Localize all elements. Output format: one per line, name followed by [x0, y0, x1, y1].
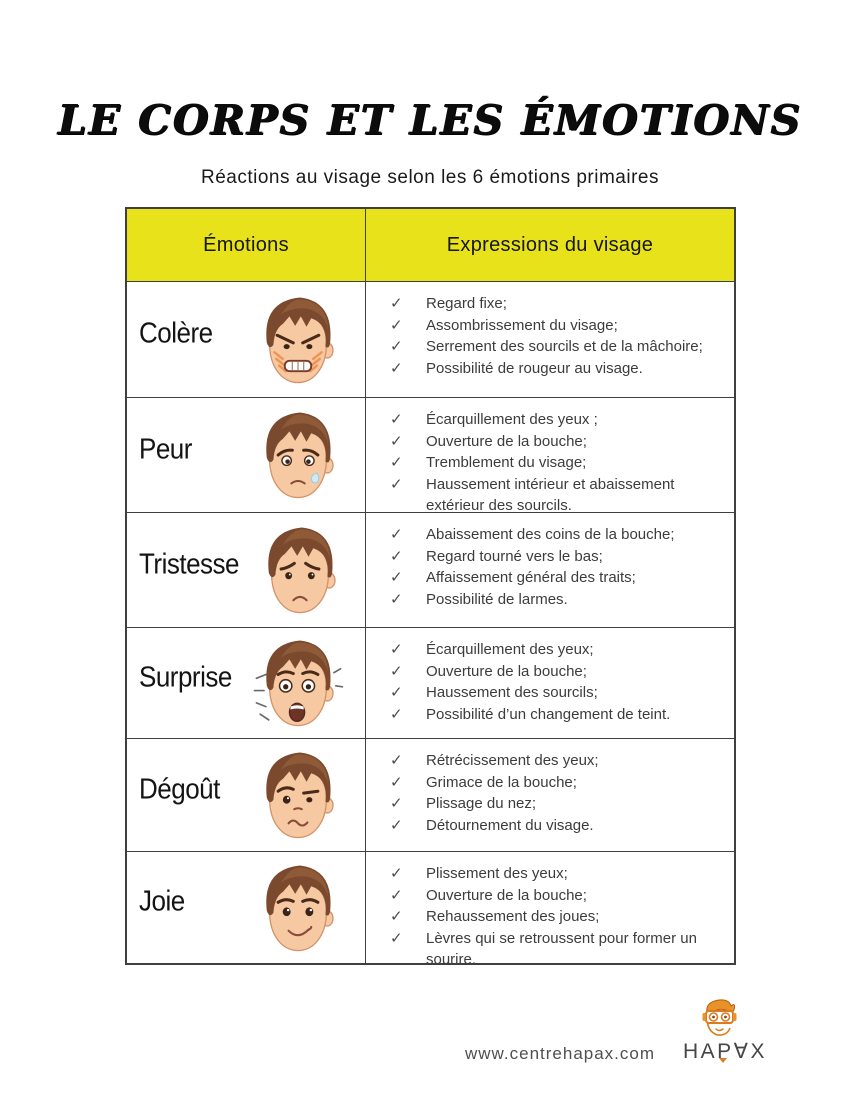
check-icon: ✓	[390, 752, 403, 769]
expression-item	[366, 546, 726, 568]
emotion-label: Peur	[139, 430, 192, 465]
expression-text: Rehaussement des joues;	[426, 908, 600, 925]
check-icon: ✓	[390, 816, 403, 834]
expression-item	[366, 661, 726, 683]
check-icon: ✓	[390, 411, 403, 428]
page-subtitle: Réactions au visage selon les 6 émotions primaires	[201, 167, 659, 188]
expression-text: Lèvres qui se retroussent pour former un sourire.	[426, 929, 697, 968]
expression-item	[366, 567, 726, 589]
expression-text: Tremblement du visage;	[426, 454, 587, 471]
header-emotions: Émotions	[127, 209, 366, 281]
scared-boy-face-icon	[239, 403, 357, 507]
emotions-table	[125, 207, 736, 968]
expression-item	[366, 452, 726, 474]
expression-item	[366, 474, 726, 517]
expression-item	[366, 906, 726, 928]
check-icon: ✓	[390, 526, 403, 543]
expression-text: Grimace de la bouche;	[426, 773, 577, 791]
expression-text: Possibilité de rougeur au visage.	[426, 359, 643, 377]
table-row-degout-emotion	[127, 738, 366, 851]
table-row-colere-expressions	[366, 281, 734, 397]
expression-list	[366, 863, 726, 971]
expression-text: Regard tourné vers le bas;	[426, 547, 603, 565]
check-icon: ✓	[390, 641, 403, 658]
expression-item	[366, 409, 726, 431]
expression-list	[366, 293, 726, 379]
expression-text: Ouverture de la bouche;	[426, 662, 587, 680]
expression-text: Plissage du nez;	[426, 795, 537, 812]
sad-boy-face-icon	[241, 518, 359, 622]
hapax-logo	[683, 998, 768, 1064]
table-row-surprise-emotion	[127, 627, 366, 738]
expression-text: Écarquillement des yeux;	[426, 641, 594, 658]
expression-item	[366, 639, 726, 661]
check-icon: ✓	[390, 359, 403, 377]
expression-item	[366, 750, 726, 772]
logo-orange-caret	[719, 1058, 727, 1063]
check-icon: ✓	[390, 569, 403, 586]
check-icon: ✓	[390, 773, 403, 791]
expression-text: Possibilité de larmes.	[426, 590, 568, 608]
emotion-label: Colère	[139, 315, 213, 350]
expression-item	[366, 793, 726, 815]
expression-text: Ouverture de la bouche;	[426, 886, 587, 904]
check-icon: ✓	[390, 795, 403, 812]
expression-item	[366, 358, 726, 380]
check-icon: ✓	[390, 865, 403, 882]
check-icon: ✓	[390, 547, 403, 565]
expression-text: Assombrissement du visage;	[426, 316, 618, 334]
expression-item	[366, 315, 726, 337]
expression-item	[366, 293, 726, 315]
expression-item	[366, 524, 726, 546]
check-icon: ✓	[390, 684, 403, 701]
table-row-peur-emotion	[127, 397, 366, 512]
check-icon: ✓	[390, 454, 403, 471]
table-row-joie-expressions	[366, 851, 734, 968]
table-row-peur-expressions	[366, 397, 734, 512]
table-row-joie-emotion	[127, 851, 366, 963]
expression-list	[366, 639, 726, 725]
check-icon: ✓	[390, 432, 403, 450]
check-icon: ✓	[390, 705, 403, 723]
check-icon: ✓	[390, 886, 403, 904]
expression-text: Plissement des yeux;	[426, 865, 568, 882]
expression-text: Haussement des sourcils;	[426, 684, 598, 701]
table-row-degout-expressions	[366, 738, 734, 851]
expression-item	[366, 682, 726, 704]
expression-text: Ouverture de la bouche;	[426, 432, 587, 450]
emotion-label: Tristesse	[139, 545, 239, 580]
hapax-vr-goggles-face-icon	[697, 998, 743, 1038]
check-icon: ✓	[390, 590, 403, 608]
surprised-boy-face-icon	[239, 631, 357, 735]
expression-item	[366, 928, 726, 971]
check-icon: ✓	[390, 316, 403, 334]
expression-item	[366, 704, 726, 726]
expression-text: Détournement du visage.	[426, 816, 594, 834]
expression-text: Possibilité d’un changement de teint.	[426, 705, 671, 723]
check-icon: ✓	[390, 908, 403, 925]
angry-boy-face-icon	[239, 288, 357, 392]
emotion-label: Dégoût	[139, 770, 220, 805]
check-icon: ✓	[390, 295, 403, 312]
expression-text: Regard fixe;	[426, 295, 507, 312]
check-icon: ✓	[390, 475, 403, 493]
table-row-tristesse-expressions	[366, 512, 734, 627]
check-icon: ✓	[390, 929, 403, 947]
expression-item	[366, 815, 726, 837]
table-row-tristesse-emotion	[127, 512, 366, 627]
expression-text: Haussement intérieur et abaissement extérieur des sourcils.	[426, 475, 675, 514]
page-title: LE CORPS ET LES ÉMOTIONS	[57, 96, 803, 144]
table-row-colere-emotion	[127, 281, 366, 397]
expression-text: Abaissement des coins de la bouche;	[426, 526, 675, 543]
hapax-logo-text: HAP∀X	[683, 1040, 768, 1063]
expression-list	[366, 750, 726, 836]
emotion-label: Surprise	[139, 658, 232, 693]
expression-text: Rétrécissement des yeux;	[426, 752, 599, 769]
expression-item	[366, 772, 726, 794]
header-expressions: Expressions du visage	[366, 209, 734, 281]
expression-text: Écarquillement des yeux ;	[426, 411, 598, 428]
emotion-label: Joie	[139, 883, 185, 918]
expression-item	[366, 336, 726, 358]
expression-text: Affaissement général des traits;	[426, 569, 636, 586]
check-icon: ✓	[390, 662, 403, 680]
expression-text: Serrement des sourcils et de la mâchoire;	[426, 338, 703, 355]
disgusted-boy-face-icon	[239, 743, 357, 847]
check-icon: ✓	[390, 338, 403, 355]
expression-list	[366, 409, 726, 517]
happy-boy-face-icon	[239, 856, 357, 960]
expression-list	[366, 524, 726, 610]
expression-item	[366, 589, 726, 611]
expression-item	[366, 863, 726, 885]
website-url: www.centrehapax.com	[465, 1044, 656, 1063]
expression-item	[366, 431, 726, 453]
expression-item	[366, 885, 726, 907]
table-row-surprise-expressions	[366, 627, 734, 738]
